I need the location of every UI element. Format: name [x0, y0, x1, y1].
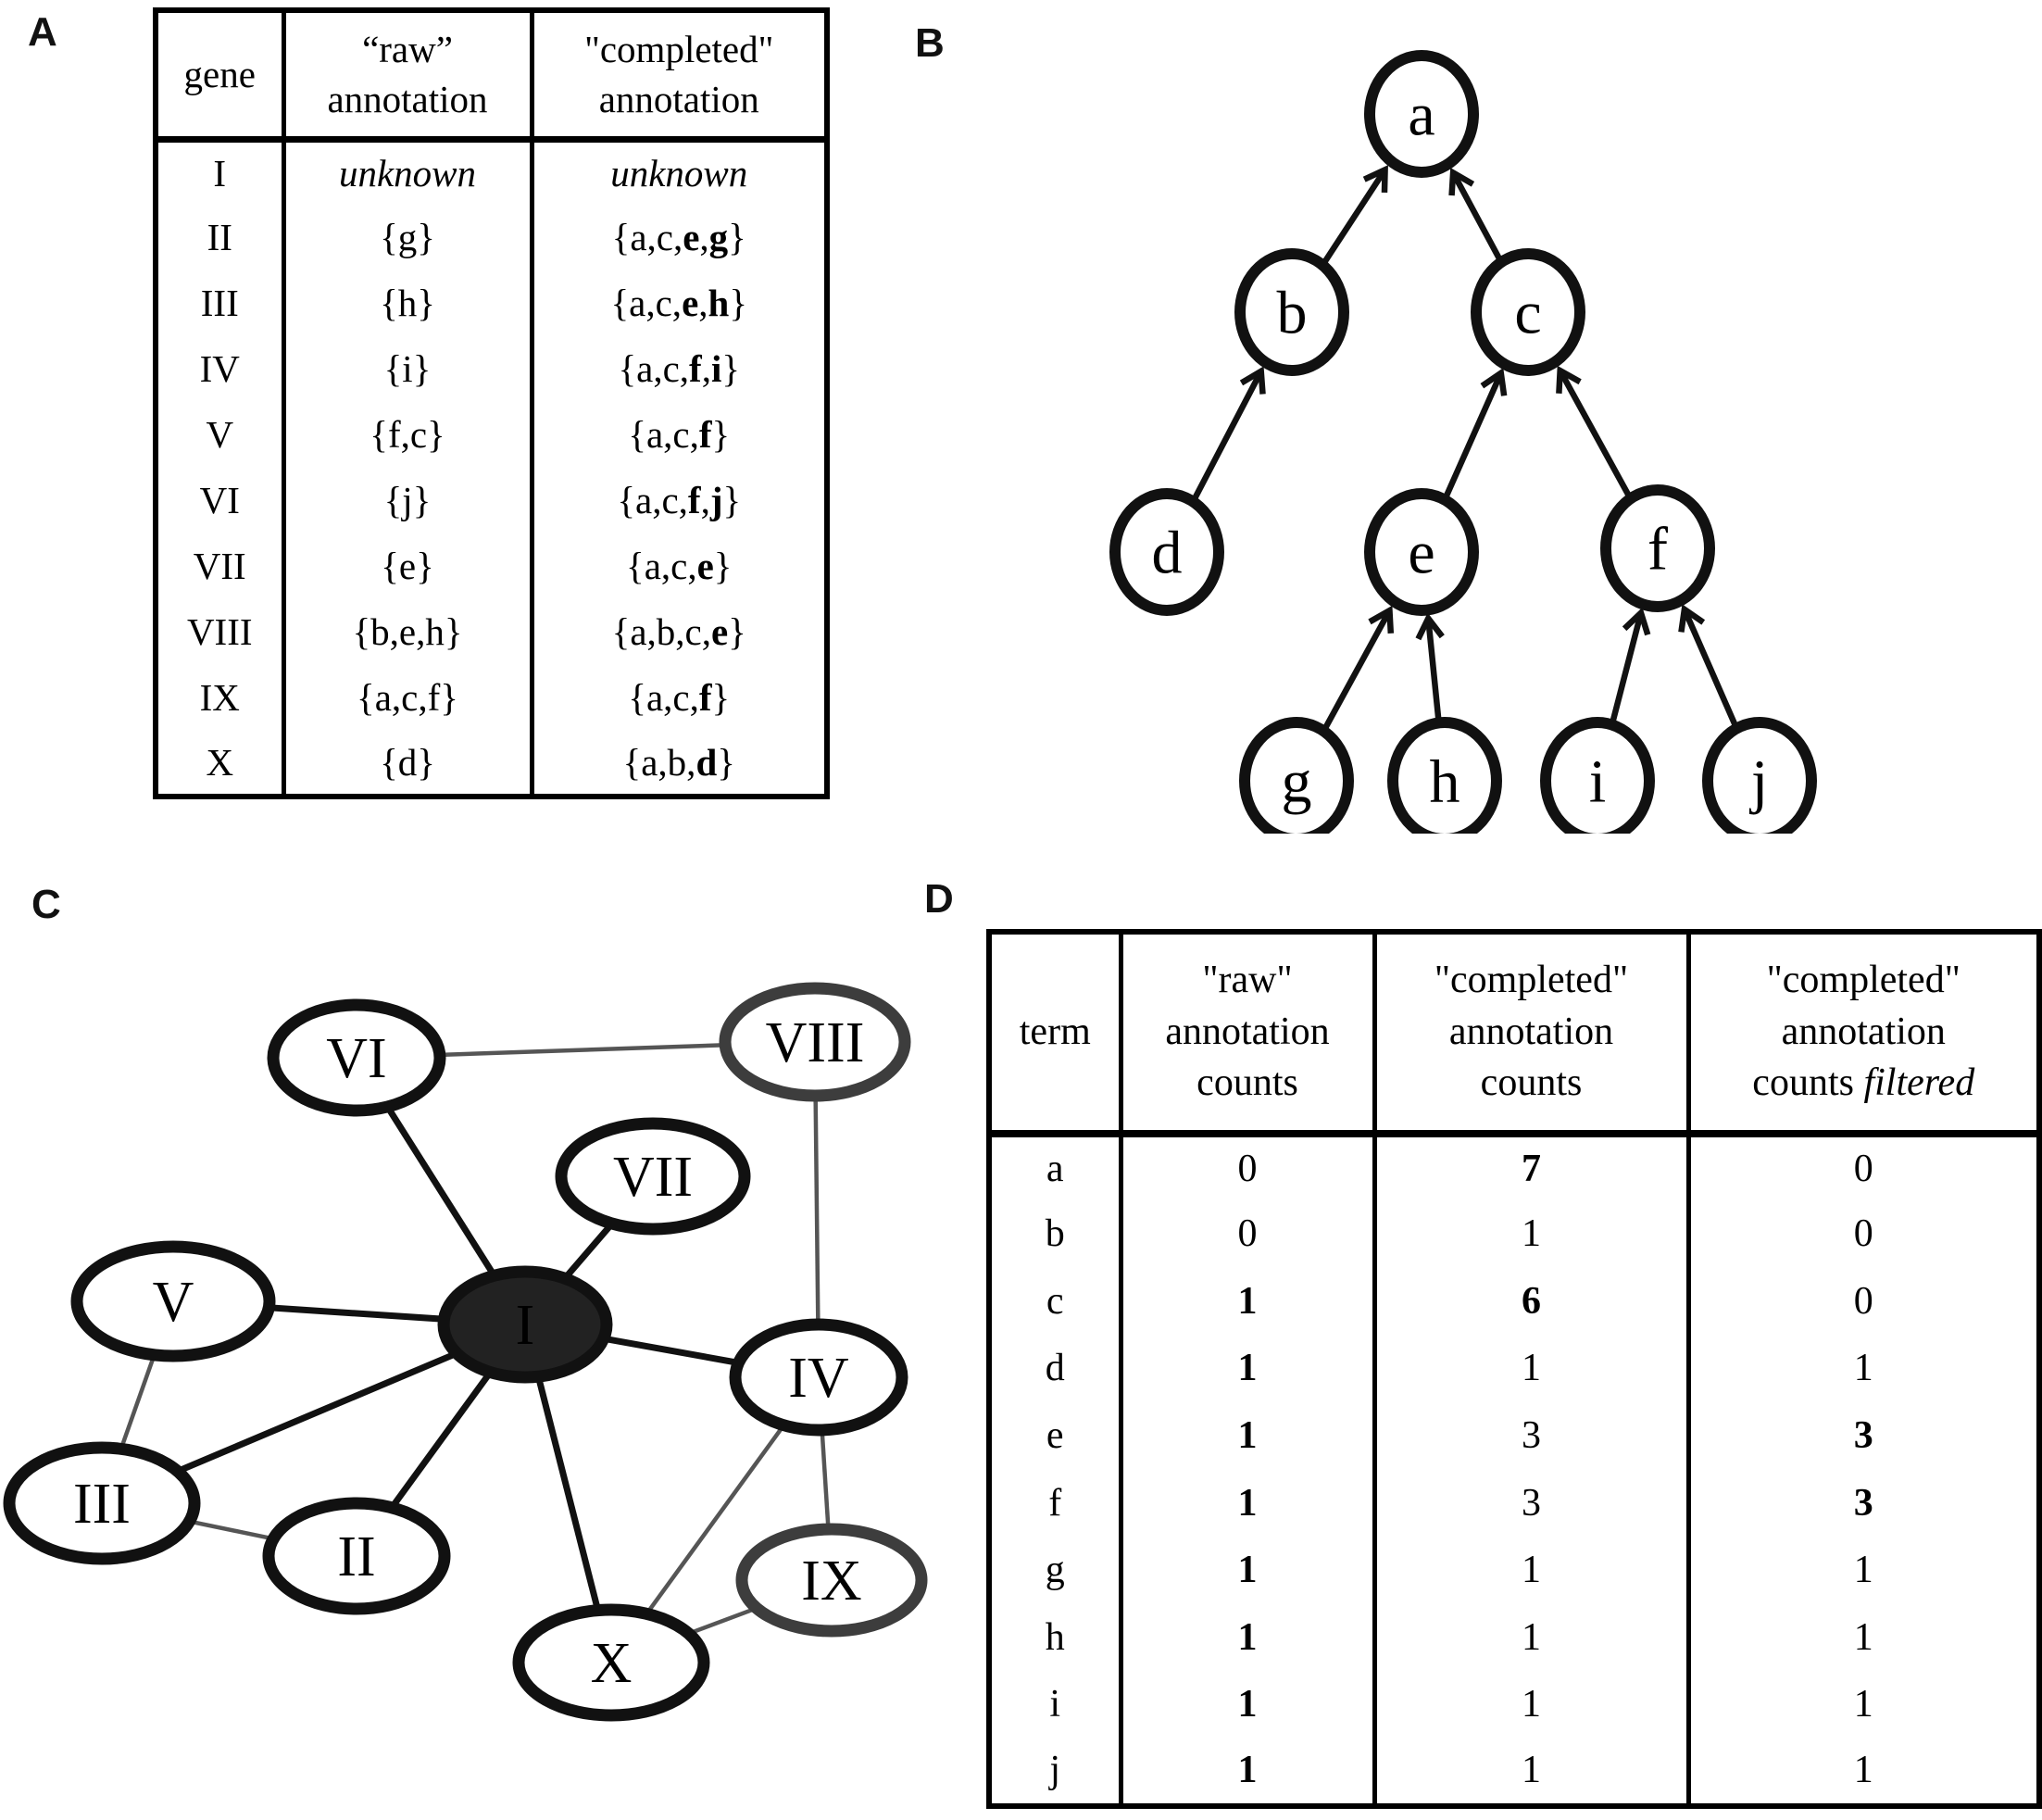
table_a-cell-raw: {h}: [283, 270, 532, 336]
table_a-cell-gene: V: [206, 413, 234, 457]
table_d-cell-filtered: 1: [1688, 1538, 2039, 1605]
table_d-cell-raw: 1: [1121, 1336, 1374, 1403]
table_d-cell-filtered: 1: [1688, 1604, 2039, 1672]
panel-label-a: A: [28, 9, 57, 55]
table_d-cell-term: j: [1049, 1749, 1061, 1792]
ontology-dag: [982, 19, 1908, 834]
node-label-d: d: [1151, 519, 1183, 587]
table_d-cell-filtered: 1: [1688, 1336, 2039, 1403]
node-label-VII: VII: [612, 1146, 694, 1210]
table_d-cell-completed: 6: [1374, 1268, 1688, 1336]
table_d-cell-term: a: [1046, 1147, 1064, 1190]
table_d-row-j: [989, 1738, 2039, 1806]
node-label-III: III: [73, 1473, 131, 1537]
table_d-cell-raw: 1: [1121, 1402, 1374, 1470]
node-label-I: I: [515, 1294, 535, 1358]
table_a-cell-gene: VII: [193, 545, 246, 588]
table_a-cell-completed: {a,c,f}: [532, 402, 827, 468]
table_d-cell-raw: 1: [1121, 1672, 1374, 1739]
table_a-cell-gene: VIII: [186, 610, 253, 654]
table_a-cell-completed: {a,c,f,i}: [532, 336, 827, 402]
table-a-header-raw: “raw” annotation: [283, 10, 532, 139]
node-label-h: h: [1429, 747, 1460, 816]
table_d-cell-term: d: [1045, 1347, 1065, 1390]
table_a-cell-completed: {a,c,f,j}: [532, 468, 827, 533]
table_a-row-X: [156, 731, 827, 797]
table_d-cell-filtered: 0: [1688, 1134, 2039, 1201]
table_a-cell-gene: X: [206, 740, 234, 784]
table_a-cell-gene: IX: [199, 676, 240, 720]
node-label-IX: IX: [801, 1550, 862, 1613]
table_a-row-VIII: [156, 599, 827, 665]
term-counts-table: [986, 929, 2042, 1809]
table_d-cell-term: g: [1045, 1549, 1065, 1592]
table_d-cell-term: b: [1045, 1212, 1065, 1256]
gene-network: [0, 880, 963, 1806]
table_d-row-c: [989, 1268, 2039, 1336]
table_d-row-a: [989, 1134, 2039, 1201]
table_d-cell-filtered: 1: [1688, 1672, 2039, 1739]
table_d-cell-term: h: [1045, 1615, 1065, 1659]
table_a-cell-completed: {a,b,c,e}: [532, 599, 827, 665]
table_a-cell-gene: VI: [199, 479, 240, 522]
table_a-cell-completed: {a,c,e,h}: [532, 270, 827, 336]
table_a-cell-completed: {a,c,e,g}: [532, 205, 827, 270]
node-label-i: i: [1588, 747, 1607, 816]
table_a-cell-raw: {g}: [283, 205, 532, 270]
table_d-cell-raw: 1: [1121, 1470, 1374, 1538]
table_a-cell-gene: I: [213, 152, 227, 195]
table_a-cell-raw: {j}: [283, 468, 532, 533]
gene-annotation-table: [153, 7, 830, 799]
table_d-cell-completed: 3: [1374, 1470, 1688, 1538]
table_d-cell-completed: 1: [1374, 1738, 1688, 1806]
table_a-cell-raw: {e}: [283, 533, 532, 599]
table_a-row-II: [156, 205, 827, 270]
node-label-VIII: VIII: [765, 1011, 865, 1075]
node-label-V: V: [152, 1271, 194, 1335]
table_d-cell-term: i: [1049, 1683, 1061, 1726]
table_a-cell-gene: II: [207, 216, 232, 259]
table_d-cell-completed: 1: [1374, 1201, 1688, 1269]
node-label-II: II: [337, 1525, 376, 1589]
table_a-row-IV: [156, 336, 827, 402]
table_d-cell-raw: 1: [1121, 1538, 1374, 1605]
table_a-cell-raw: {b,e,h}: [283, 599, 532, 665]
table_a-row-III: [156, 270, 827, 336]
table_a-cell-raw: {i}: [283, 336, 532, 402]
table_d-row-g: [989, 1538, 2039, 1605]
table-d-header-raw-counts: "raw" annotation counts: [1121, 932, 1374, 1134]
table_d-cell-completed: 1: [1374, 1538, 1688, 1605]
table_d-cell-filtered: 3: [1688, 1402, 2039, 1470]
node-label-VI: VI: [326, 1027, 387, 1091]
table-a-header-completed: "completed" annotation: [532, 10, 827, 139]
table-d-header-filtered-counts: "completed" annotation counts filtered: [1688, 932, 2039, 1134]
table_a-cell-gene: IV: [199, 347, 240, 391]
table_a-row-VI: [156, 468, 827, 533]
table-d-header-completed-counts: "completed" annotation counts: [1374, 932, 1688, 1134]
table_d-cell-term: c: [1046, 1279, 1064, 1323]
table_d-cell-raw: 1: [1121, 1268, 1374, 1336]
table_a-row-V: [156, 402, 827, 468]
table_d-row-h: [989, 1604, 2039, 1672]
table_d-cell-completed: 1: [1374, 1336, 1688, 1403]
table-d-header-row: [989, 932, 2039, 1134]
table_d-cell-term: e: [1046, 1413, 1064, 1457]
table_d-cell-completed: 1: [1374, 1604, 1688, 1672]
table_d-row-e: [989, 1402, 2039, 1470]
table_a-cell-raw: {f,c}: [283, 402, 532, 468]
table_d-cell-filtered: 1: [1688, 1738, 2039, 1806]
panel-label-d: D: [924, 876, 954, 922]
table_a-cell-raw: {d}: [283, 731, 532, 797]
table_a-cell-raw: {a,c,f}: [283, 665, 532, 731]
table_a-cell-completed: {a,b,d}: [532, 731, 827, 797]
table_d-cell-raw: 1: [1121, 1604, 1374, 1672]
table_d-cell-completed: 7: [1374, 1134, 1688, 1201]
node-label-j: j: [1750, 747, 1769, 816]
node-label-X: X: [590, 1632, 633, 1696]
table-d-header-term: term: [989, 932, 1121, 1134]
table_a-row-I: [156, 139, 827, 205]
table-a-header-row: [156, 10, 827, 139]
table_d-cell-filtered: 3: [1688, 1470, 2039, 1538]
table_d-row-f: [989, 1470, 2039, 1538]
table_d-cell-raw: 1: [1121, 1738, 1374, 1806]
table_d-row-i: [989, 1672, 2039, 1739]
table_a-row-VII: [156, 533, 827, 599]
node-label-c: c: [1514, 279, 1542, 347]
table_d-cell-raw: 0: [1121, 1201, 1374, 1269]
table_d-row-b: [989, 1201, 2039, 1269]
table_d-cell-completed: 3: [1374, 1402, 1688, 1470]
table_a-cell-completed: unknown: [532, 139, 827, 205]
table_a-cell-completed: {a,c,f}: [532, 665, 827, 731]
node-label-IV: IV: [788, 1347, 849, 1411]
table-a-header-gene: gene: [156, 10, 283, 139]
node-label-b: b: [1276, 279, 1308, 347]
table_d-cell-filtered: 0: [1688, 1201, 2039, 1269]
table_d-cell-filtered: 0: [1688, 1268, 2039, 1336]
table_a-row-IX: [156, 665, 827, 731]
table_a-cell-completed: {a,c,e}: [532, 533, 827, 599]
node-label-a: a: [1408, 81, 1435, 149]
table_d-row-d: [989, 1336, 2039, 1403]
node-label-g: g: [1281, 747, 1312, 816]
table_d-cell-term: f: [1048, 1481, 1062, 1525]
node-label-f: f: [1647, 515, 1668, 584]
panel-label-b: B: [915, 20, 945, 66]
table_d-cell-completed: 1: [1374, 1672, 1688, 1739]
table_a-cell-raw: unknown: [283, 139, 532, 205]
panel-label-c: C: [31, 882, 61, 927]
table_a-cell-gene: III: [200, 282, 239, 325]
node-label-e: e: [1408, 519, 1435, 587]
table_d-cell-raw: 0: [1121, 1134, 1374, 1201]
